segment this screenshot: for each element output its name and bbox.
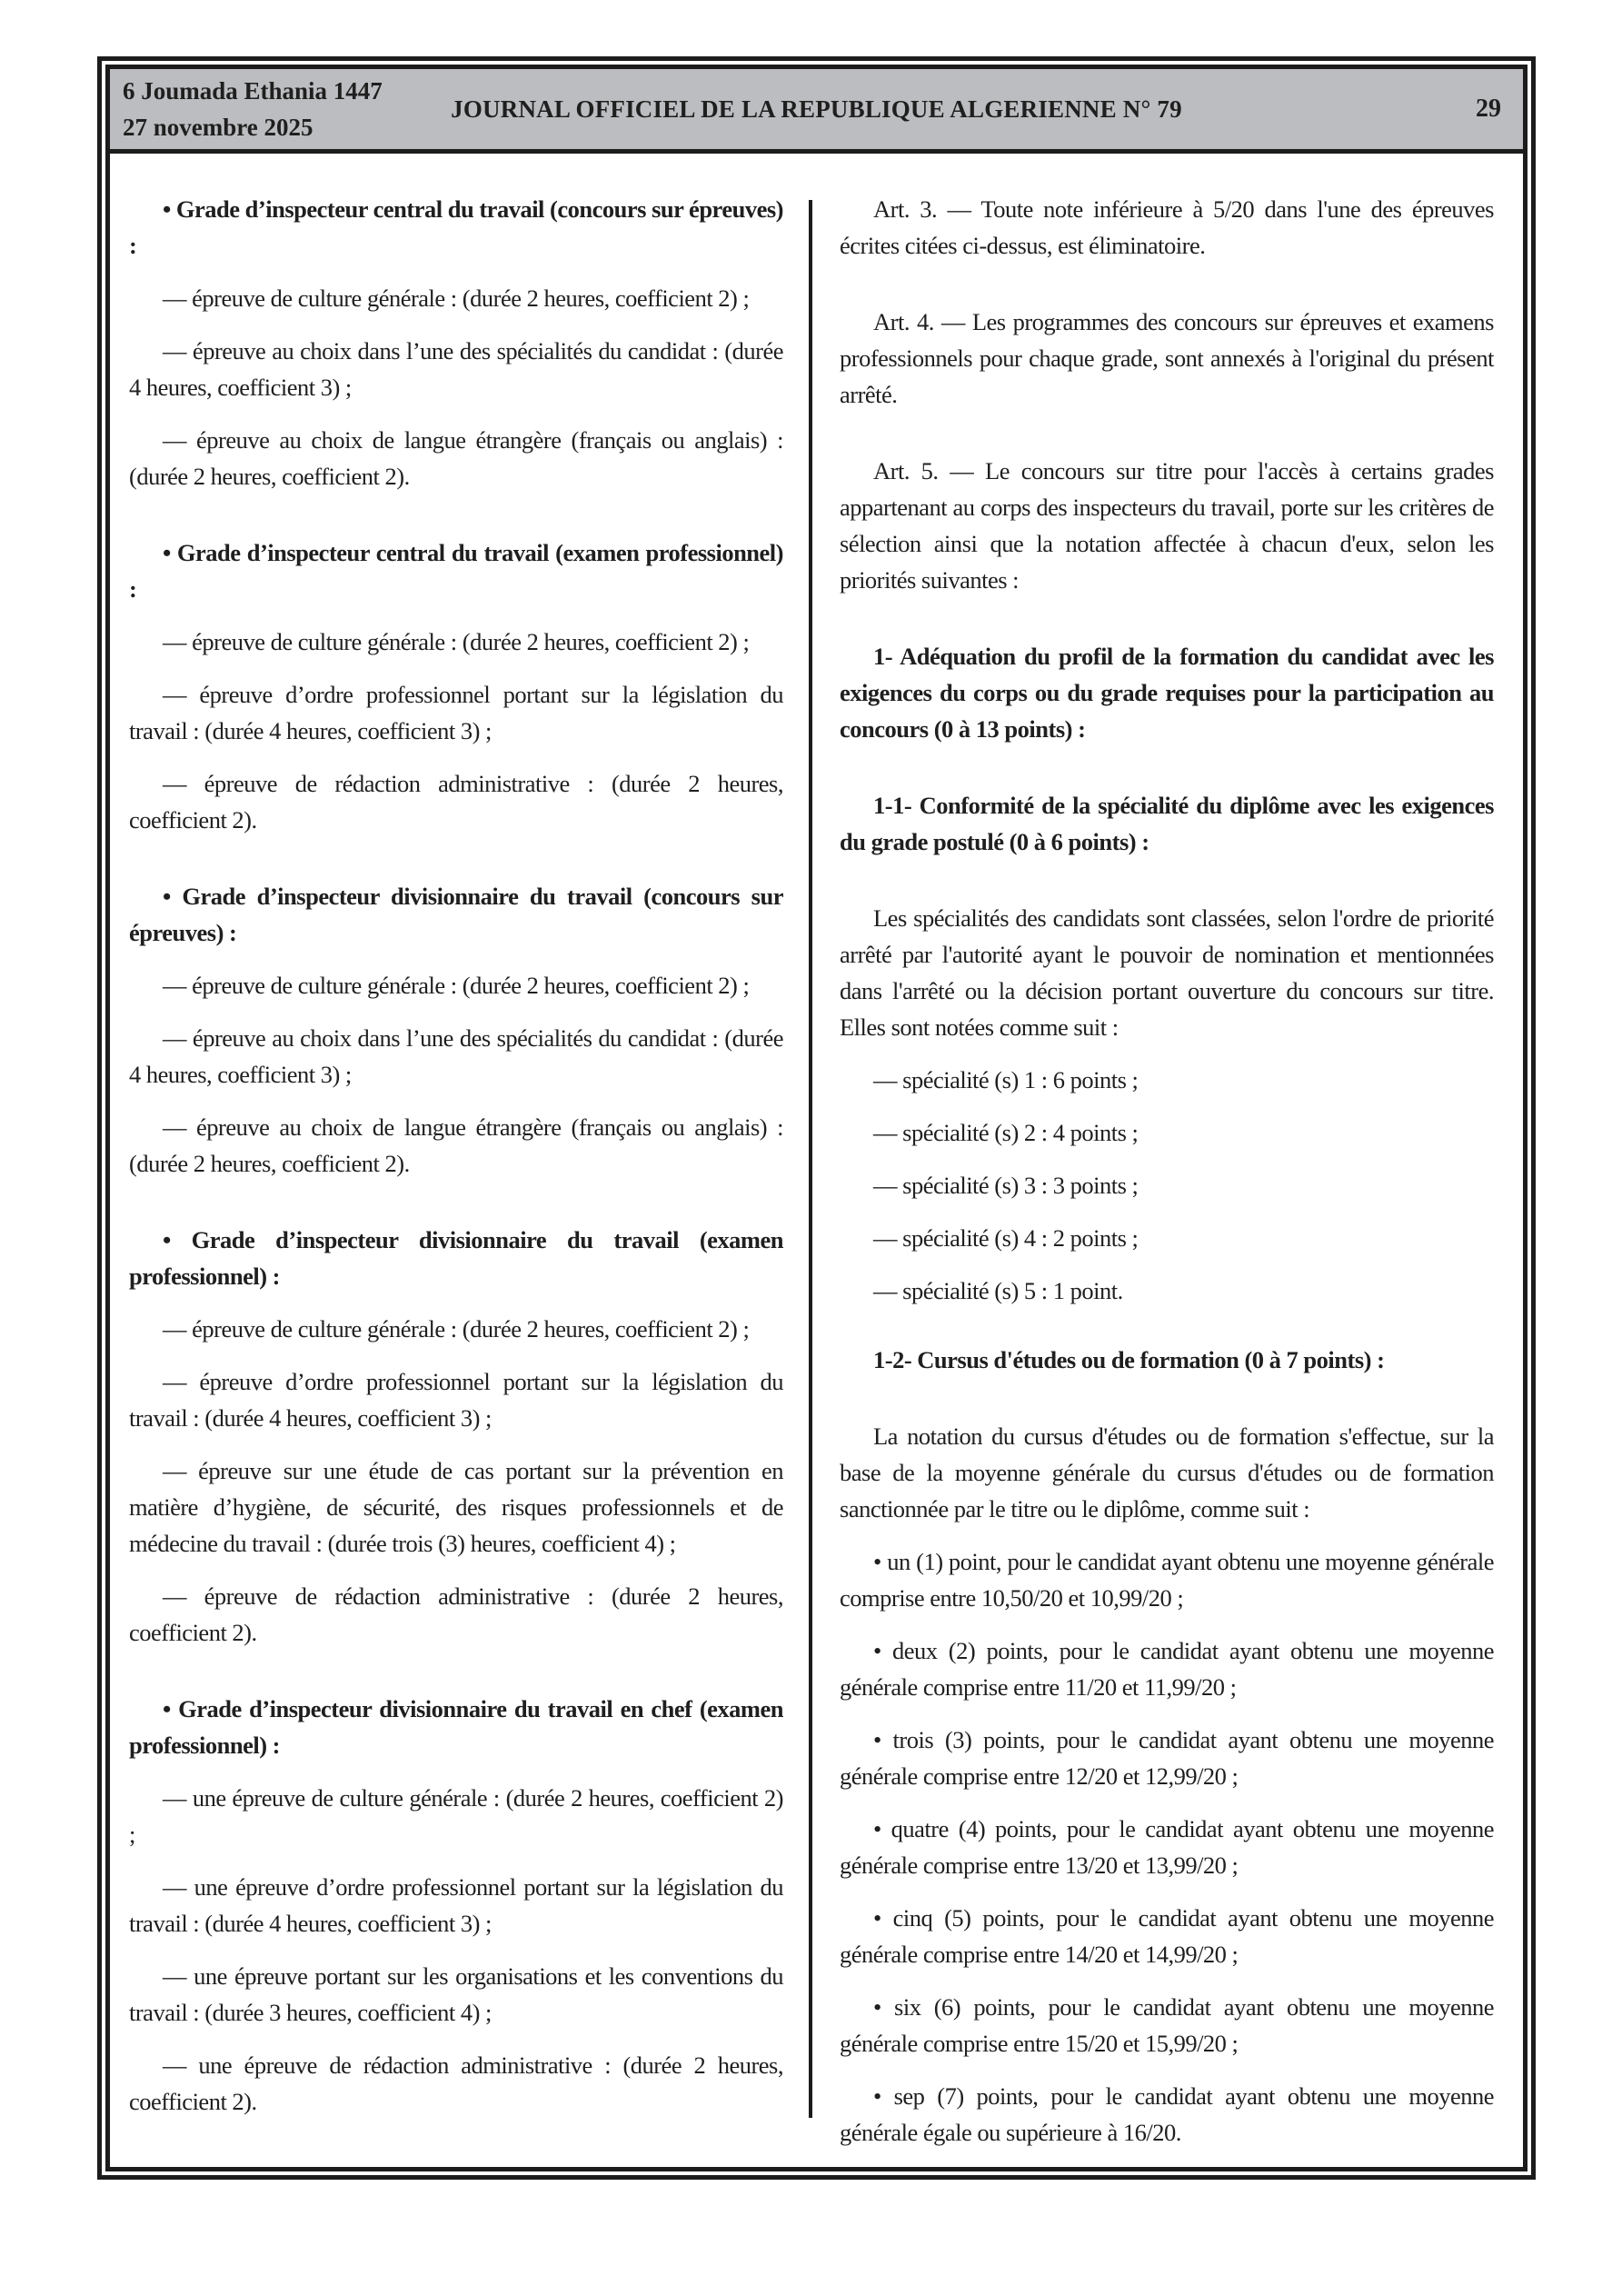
exam-item: — épreuve de rédaction administrative : (durée 2 heures, coefficient 2). [129, 1582, 783, 1646]
article-paragraph: Art. 3. — Toute note inférieure à 5/20 dans l'une des épreuves écrites citées ci-dessus, est éliminatoire. [840, 195, 1494, 259]
grade-bullet-item: • quatre (4) points, pour le candidat ayant obtenu une moyenne générale comprise entre 13/20 et 13,99/20 ; [840, 1815, 1494, 1879]
specialty-item: — spécialité (s) 3 : 3 points ; [873, 1172, 1139, 1199]
exam-item: — épreuve sur une étude de cas portant sur la prévention en matière d’hygiène, de sécurité, des risques professionnels et de médecine du travail : (durée trois (3) heures, coefficient 4) ; [129, 1457, 783, 1557]
body-paragraph: La notation du cursus d'études ou de formation s'effectue, sur la base de la moyenne générale du cursus d'études ou de formation sanctionnée par le titre ou le diplôme, comme suit : [840, 1423, 1494, 1522]
section-heading: • Grade d’inspecteur divisionnaire du travail en chef (examen professionnel) : [129, 1695, 783, 1759]
specialty-item: — spécialité (s) 4 : 2 points ; [873, 1224, 1139, 1252]
exam-item: — une épreuve portant sur les organisations et les conventions du travail : (durée 3 heures, coefficient 4) ; [129, 1962, 783, 2026]
grade-bullet-item: • deux (2) points, pour le candidat ayant obtenu une moyenne générale comprise entre 11/20 et 11,99/20 ; [840, 1637, 1494, 1701]
specialty-item: — spécialité (s) 5 : 1 point. [873, 1277, 1123, 1304]
grade-bullet-item: • six (6) points, pour le candidat ayant obtenu une moyenne générale comprise entre 15/20 et 15,99/20 ; [840, 1993, 1494, 2057]
exam-item: — une épreuve d’ordre professionnel portant sur la législation du travail : (durée 4 heures, coefficient 3) ; [129, 1873, 783, 1937]
header-date-gregorian: 27 novembre 2025 [123, 114, 313, 141]
exam-item: — épreuve au choix dans l’une des spécialités du candidat : (durée 4 heures, coefficient 3) ; [129, 1024, 783, 1088]
grade-bullet-item: • un (1) point, pour le candidat ayant obtenu une moyenne générale comprise entre 10,50/20 et 10,99/20 ; [840, 1548, 1494, 1612]
exam-item: — épreuve de rédaction administrative : (durée 2 heures, coefficient 2). [129, 770, 783, 834]
grade-bullet-item: • sep (7) points, pour le candidat ayant obtenu une moyenne générale égale ou supérieure à 16/20. [840, 2082, 1494, 2146]
page-header [110, 69, 1523, 154]
body-paragraph: Les spécialités des candidats sont classées, selon l'ordre de priorité arrêté par l'autorité ayant le pouvoir de nomination et mentionnées dans l'arrêté ou la décision portant ouverture du concours sur titre. Elles sont notées comme suit : [840, 904, 1494, 1041]
exam-item: — épreuve de culture générale : (durée 2 heures, coefficient 2) ; [163, 285, 750, 312]
exam-item: — épreuve de culture générale : (durée 2 heures, coefficient 2) ; [163, 1315, 750, 1343]
exam-item: — épreuve d’ordre professionnel portant sur la législation du travail : (durée 4 heures, coefficient 3) ; [129, 681, 783, 744]
exam-item: — épreuve de culture générale : (durée 2 heures, coefficient 2) ; [163, 972, 750, 999]
section-heading: • Grade d’inspecteur divisionnaire du travail (concours sur épreuves) : [129, 883, 783, 946]
section-heading: 1- Adéquation du profil de la formation du candidat avec les exigences du corps ou du grade requises pour la participation au concours (0 à 13 points) : [840, 643, 1494, 743]
section-heading: • Grade d’inspecteur divisionnaire du travail (examen professionnel) : [129, 1226, 783, 1290]
exam-item: — épreuve d’ordre professionnel portant sur la législation du travail : (durée 4 heures, coefficient 3) ; [129, 1368, 783, 1432]
left-column [129, 191, 783, 2120]
exam-item: — épreuve au choix dans l’une des spécialités du candidat : (durée 4 heures, coefficient 3) ; [129, 337, 783, 401]
header-journal-title: JOURNAL OFFICIEL DE LA REPUBLIQUE ALGERIENNE N° 79 [451, 95, 1182, 123]
section-heading: • Grade d’inspecteur central du travail (concours sur épreuves) : [129, 195, 783, 259]
column-divider [809, 200, 812, 2118]
exam-item: — une épreuve de rédaction administrative : (durée 2 heures, coefficient 2). [129, 2051, 783, 2115]
exam-item: — épreuve de culture générale : (durée 2 heures, coefficient 2) ; [163, 628, 750, 655]
grade-bullet-item: • cinq (5) points, pour le candidat ayant obtenu une moyenne générale comprise entre 14/20 et 14,99/20 ; [840, 1904, 1494, 1968]
article-paragraph: Art. 4. — Les programmes des concours sur épreuves et examens professionnels pour chaque grade, sont annexés à l'original du présent arrêté. [840, 308, 1494, 408]
section-heading: 1-1- Conformité de la spécialité du diplôme avec les exigences du grade postulé (0 à 6 points) : [840, 792, 1494, 855]
specialty-item: — spécialité (s) 1 : 6 points ; [873, 1066, 1139, 1093]
exam-item: — épreuve au choix de langue étrangère (français ou anglais) : (durée 2 heures, coefficient 2). [129, 1113, 783, 1177]
grade-bullet-item: • trois (3) points, pour le candidat ayant obtenu une moyenne générale comprise entre 12/20 et 12,99/20 ; [840, 1726, 1494, 1790]
exam-item: — épreuve au choix de langue étrangère (français ou anglais) : (durée 2 heures, coefficient 2). [129, 426, 783, 490]
article-paragraph: Art. 5. — Le concours sur titre pour l'accès à certains grades appartenant au corps des inspecteurs du travail, porte sur les critères de sélection ainsi que la notation affectée à chacun d'eux, selon les priorités suivantes : [840, 457, 1494, 594]
section-heading: • Grade d’inspecteur central du travail (examen professionnel) : [129, 539, 783, 603]
section-heading: 1-2- Cursus d'études ou de formation (0 à 7 points) : [873, 1346, 1385, 1373]
specialty-item: — spécialité (s) 2 : 4 points ; [873, 1119, 1139, 1146]
exam-item: — une épreuve de culture générale : (durée 2 heures, coefficient 2) ; [129, 1784, 783, 1848]
right-column [840, 191, 1494, 2151]
header-date-hijri: 6 Joumada Ethania 1447 [123, 77, 383, 105]
header-page-number: 29 [1476, 95, 1501, 123]
